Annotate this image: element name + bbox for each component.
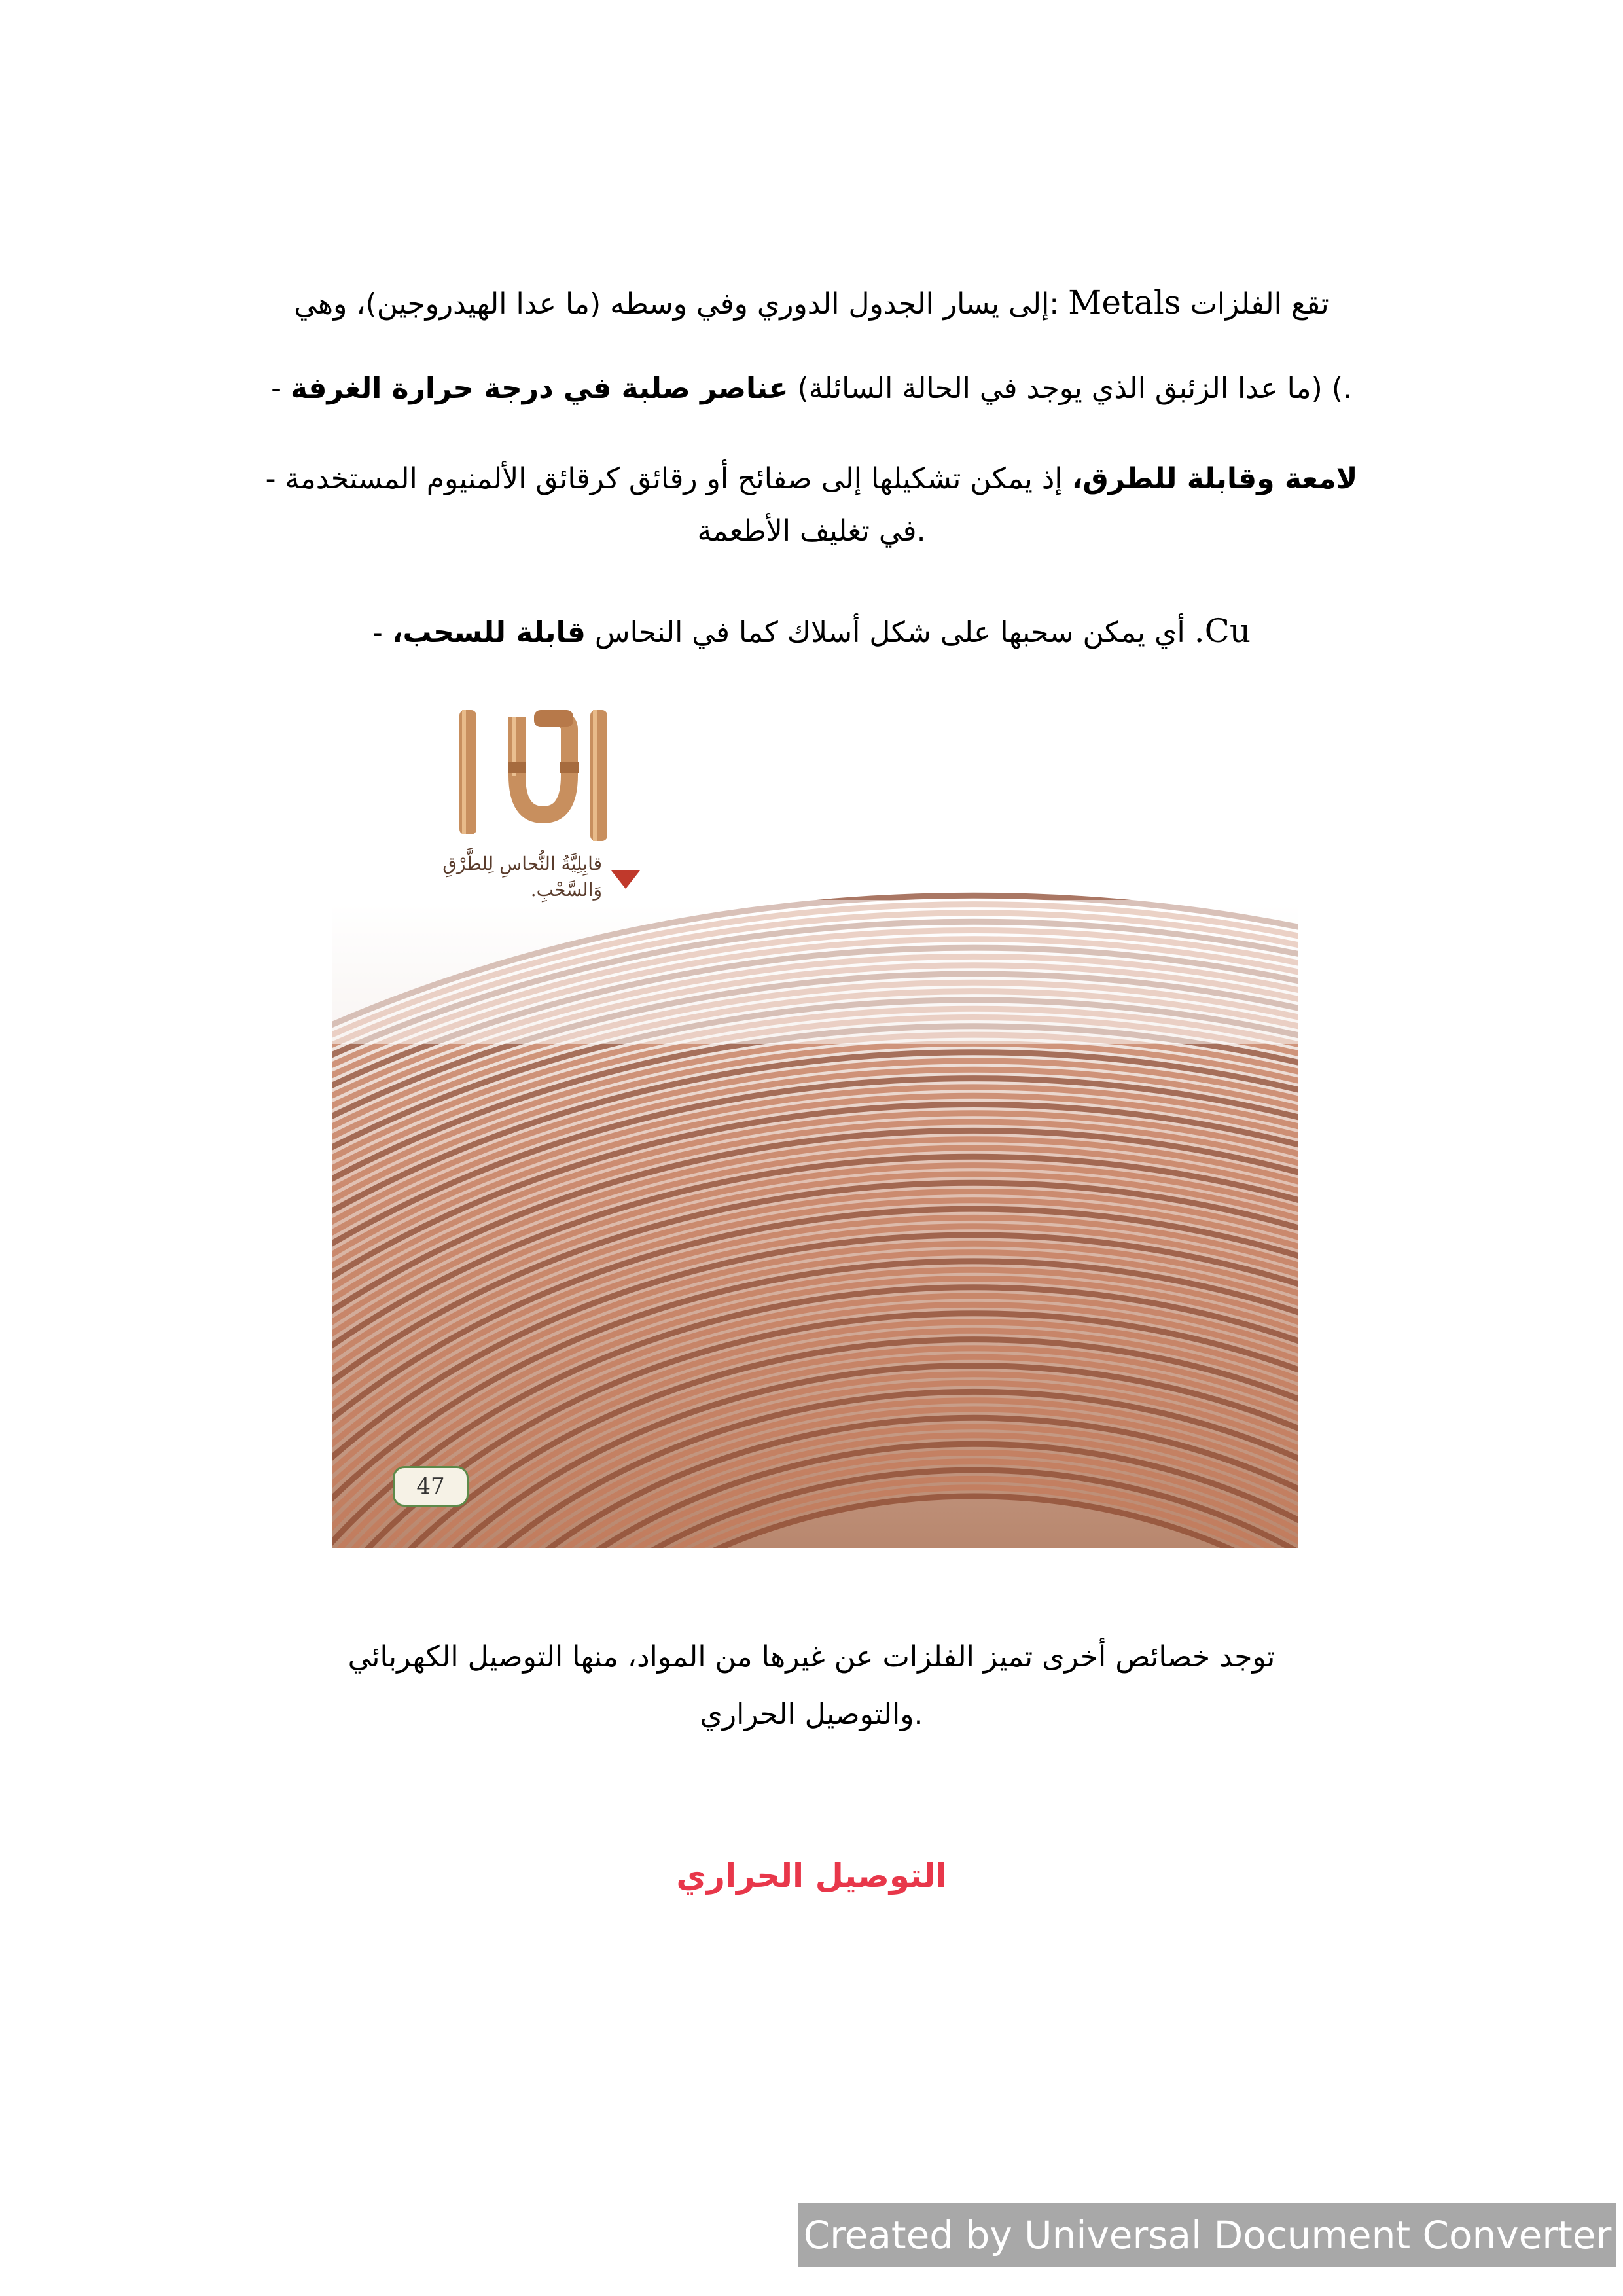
paragraph-solid — [196, 361, 1427, 416]
paragraph-intro — [196, 275, 1427, 332]
solid-part1: (ما عدا الزئبق الذي يوجد في الحالة السائلة) — [797, 372, 1323, 405]
section-heading: التوصيل الحراري — [676, 1857, 947, 1895]
caption-line2: وَالسَّحْبِ. — [530, 879, 602, 901]
paragraph-other-properties-line2 — [196, 1687, 1427, 1742]
malleable-line2: .في تغليف الأطعمة — [697, 514, 926, 548]
figure-caption — [393, 851, 602, 903]
pipe-right — [590, 710, 607, 841]
caption-arrow-icon — [611, 870, 640, 889]
other-line2: .والتوصيل الحراري — [700, 1698, 923, 1731]
paragraph-malleable — [196, 452, 1427, 507]
ductile-bold: قابلة للسحب، — [391, 616, 586, 649]
other-line1: توجد خصائص أخرى تميز الفلزات عن غيرها من المواد، منها التوصيل الكهربائي — [348, 1640, 1275, 1674]
ductile-dash: - — [372, 616, 383, 649]
paragraph-ductile — [196, 603, 1427, 660]
intro-part1: :إلى يسار الجدول الدوري وفي وسطه (ما عدا الهيدروجين)، وهي — [294, 287, 1060, 321]
pipe-bend — [508, 710, 579, 815]
caption-line1: قابِلِيَّةُ النُّحاسِ لِلطَّرْقِ — [442, 853, 602, 874]
intro-latin-term: Metals — [1068, 283, 1181, 321]
solid-bold: عناصر صلبة في درجة حرارة الغرفة — [291, 372, 789, 405]
ductile-latin: Cu. — [1194, 612, 1251, 650]
solid-part2: .) — [1331, 372, 1352, 405]
ductile-text: أي يمكن سحبها على شكل أسلاك كما في النحاس — [594, 616, 1185, 649]
intro-part2: تقع الفلزات — [1190, 287, 1329, 321]
solid-dash: - — [271, 372, 281, 405]
pipe-left — [459, 710, 476, 834]
watermark-banner: Created by Universal Document Converter — [798, 2203, 1616, 2267]
malleable-text: إذ يمكن تشكيلها إلى صفائح أو رقائق كرقائق الألمنيوم المستخدمة — [285, 462, 1063, 495]
page-number-badge: 47 — [393, 1466, 469, 1507]
paragraph-other-properties — [196, 1630, 1427, 1685]
paragraph-malleable-line2 — [196, 504, 1427, 559]
malleable-bold: لامعة وقابلة للطرق، — [1071, 462, 1358, 495]
malleable-dash: - — [265, 462, 276, 495]
